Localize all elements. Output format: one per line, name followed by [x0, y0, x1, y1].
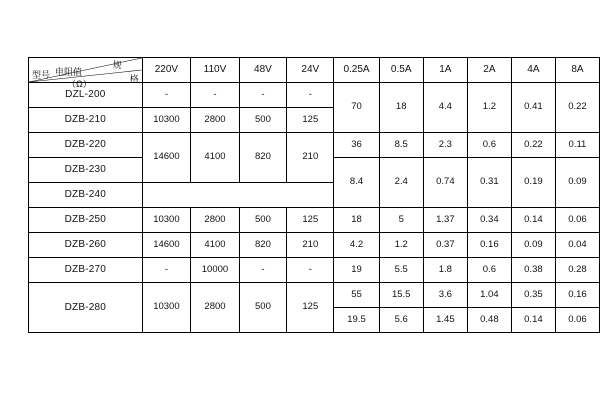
cell-model: DZB-270: [29, 258, 143, 283]
corner-header-cell: [29, 58, 143, 89]
cell-24v: 210: [287, 133, 334, 183]
cell-2a: 0.16: [467, 233, 511, 258]
cell-8a: 0.16: [555, 283, 599, 308]
column-header-110v: 110V: [191, 58, 240, 83]
cell-0.5a: 2.4: [379, 158, 423, 208]
cell-4a: 0.14: [511, 208, 555, 233]
cell-1a: 0.74: [423, 158, 467, 208]
column-header-0.25a: 0.25A: [334, 58, 379, 83]
cell-4a: 0.19: [511, 158, 555, 208]
column-header-220v: 220V: [142, 58, 191, 83]
cell-model: DZB-250: [29, 208, 143, 233]
cell-1a: 4.4: [423, 83, 467, 133]
cell-1a: 1.45: [423, 308, 467, 333]
cell-220v: 10300: [142, 108, 191, 133]
cell-4a: 0.35: [511, 283, 555, 308]
cell-0.5a: 5: [379, 208, 423, 233]
cell-2a: 1.2: [467, 83, 511, 133]
cell-model: DZB-210: [29, 108, 143, 133]
cell-0.5a: 18: [379, 83, 423, 133]
cell-48v: 500: [239, 108, 286, 133]
specification-table: [28, 57, 600, 333]
cell-24v: 125: [287, 108, 334, 133]
cell-110v: 4100: [191, 133, 240, 183]
cell-model: DZB-280: [29, 283, 143, 333]
cell-0.25a: 19.5: [334, 308, 379, 333]
table-row: [29, 208, 600, 233]
cell-0.5a: 8.5: [379, 133, 423, 158]
cell-110v: 4100: [191, 233, 240, 258]
table-row: [29, 283, 600, 308]
cell-8a: 0.22: [555, 83, 599, 133]
cell-48v: -: [239, 258, 286, 283]
cell-0.25a: 8.4: [334, 158, 379, 208]
table-row: [29, 133, 600, 158]
column-header-0.5a: 0.5A: [379, 58, 423, 83]
column-header-8a: 8A: [555, 58, 599, 83]
cell-2a: 0.48: [467, 308, 511, 333]
cell-110v: 2800: [191, 283, 240, 333]
cell-1a: 1.8: [423, 258, 467, 283]
cell-220v: 10300: [142, 283, 191, 333]
column-header-4a: 4A: [511, 58, 555, 83]
corner-spec-label2: 格: [129, 74, 139, 84]
column-header-2a: 2A: [467, 58, 511, 83]
cell-220v: 14600: [142, 133, 191, 183]
corner-spec-label: 规: [112, 60, 122, 70]
cell-4a: 0.22: [511, 133, 555, 158]
cell-0.25a: 18: [334, 208, 379, 233]
cell-220v: -: [142, 258, 191, 283]
cell-2a: 0.6: [467, 133, 511, 158]
cell-0.25a: 55: [334, 283, 379, 308]
column-header-48v: 48V: [239, 58, 286, 83]
cell-0.5a: 5.6: [379, 308, 423, 333]
cell-0.25a: 4.2: [334, 233, 379, 258]
cell-model: DZB-230: [29, 158, 143, 183]
corner-ohm-label: （Ω）: [67, 79, 92, 89]
column-header-24v: 24V: [287, 58, 334, 83]
cell-2a: 1.04: [467, 283, 511, 308]
table-row: [29, 258, 600, 283]
cell-1a: 0.37: [423, 233, 467, 258]
cell-48v: -: [239, 83, 286, 108]
cell-24v: 125: [287, 283, 334, 333]
cell-220v: 14600: [142, 233, 191, 258]
cell-0.5a: 1.2: [379, 233, 423, 258]
cell-1a: 2.3: [423, 133, 467, 158]
cell-110v: 2800: [191, 208, 240, 233]
cell-1a: 1.37: [423, 208, 467, 233]
table-row: [29, 233, 600, 258]
cell-48v: 820: [239, 133, 286, 183]
cell-220v: 10300: [142, 208, 191, 233]
cell-48v: 500: [239, 208, 286, 233]
cell-8a: 0.28: [555, 258, 599, 283]
cell-8a: 0.09: [555, 158, 599, 208]
cell-model: DZB-260: [29, 233, 143, 258]
cell-8a: 0.04: [555, 233, 599, 258]
table-header-row: [29, 58, 600, 83]
cell-model: DZB-220: [29, 133, 143, 158]
cell-2a: 0.34: [467, 208, 511, 233]
cell-220v: -: [142, 83, 191, 108]
cell-110v: 10000: [191, 258, 240, 283]
cell-2a: 0.31: [467, 158, 511, 208]
cell-110v: 2800: [191, 108, 240, 133]
cell-24v: 125: [287, 208, 334, 233]
cell-24v: -: [287, 83, 334, 108]
column-header-1a: 1A: [423, 58, 467, 83]
corner-model-label: 型号: [32, 69, 51, 80]
cell-110v: -: [191, 83, 240, 108]
cell-0.25a: 36: [334, 133, 379, 158]
cell-8a: 0.11: [555, 133, 599, 158]
cell-4a: 0.14: [511, 308, 555, 333]
cell-24v: 210: [287, 233, 334, 258]
cell-48v: 500: [239, 283, 286, 333]
cell-4a: 0.38: [511, 258, 555, 283]
cell-model: DZL-200: [29, 83, 143, 108]
cell-1a: 3.6: [423, 283, 467, 308]
cell-8a: 0.06: [555, 308, 599, 333]
cell-0.5a: 5.5: [379, 258, 423, 283]
cell-2a: 0.6: [467, 258, 511, 283]
cell-4a: 0.41: [511, 83, 555, 133]
cell-model: DZB-240: [29, 183, 143, 208]
cell-24v: -: [287, 258, 334, 283]
cell-4a: 0.09: [511, 233, 555, 258]
corner-resistance-label: 电阻值: [55, 67, 83, 77]
cell-0.5a: 15.5: [379, 283, 423, 308]
table-row: [29, 83, 600, 108]
cell-48v: 820: [239, 233, 286, 258]
cell-0.25a: 70: [334, 83, 379, 133]
cell-8a: 0.06: [555, 208, 599, 233]
cell-0.25a: 19: [334, 258, 379, 283]
